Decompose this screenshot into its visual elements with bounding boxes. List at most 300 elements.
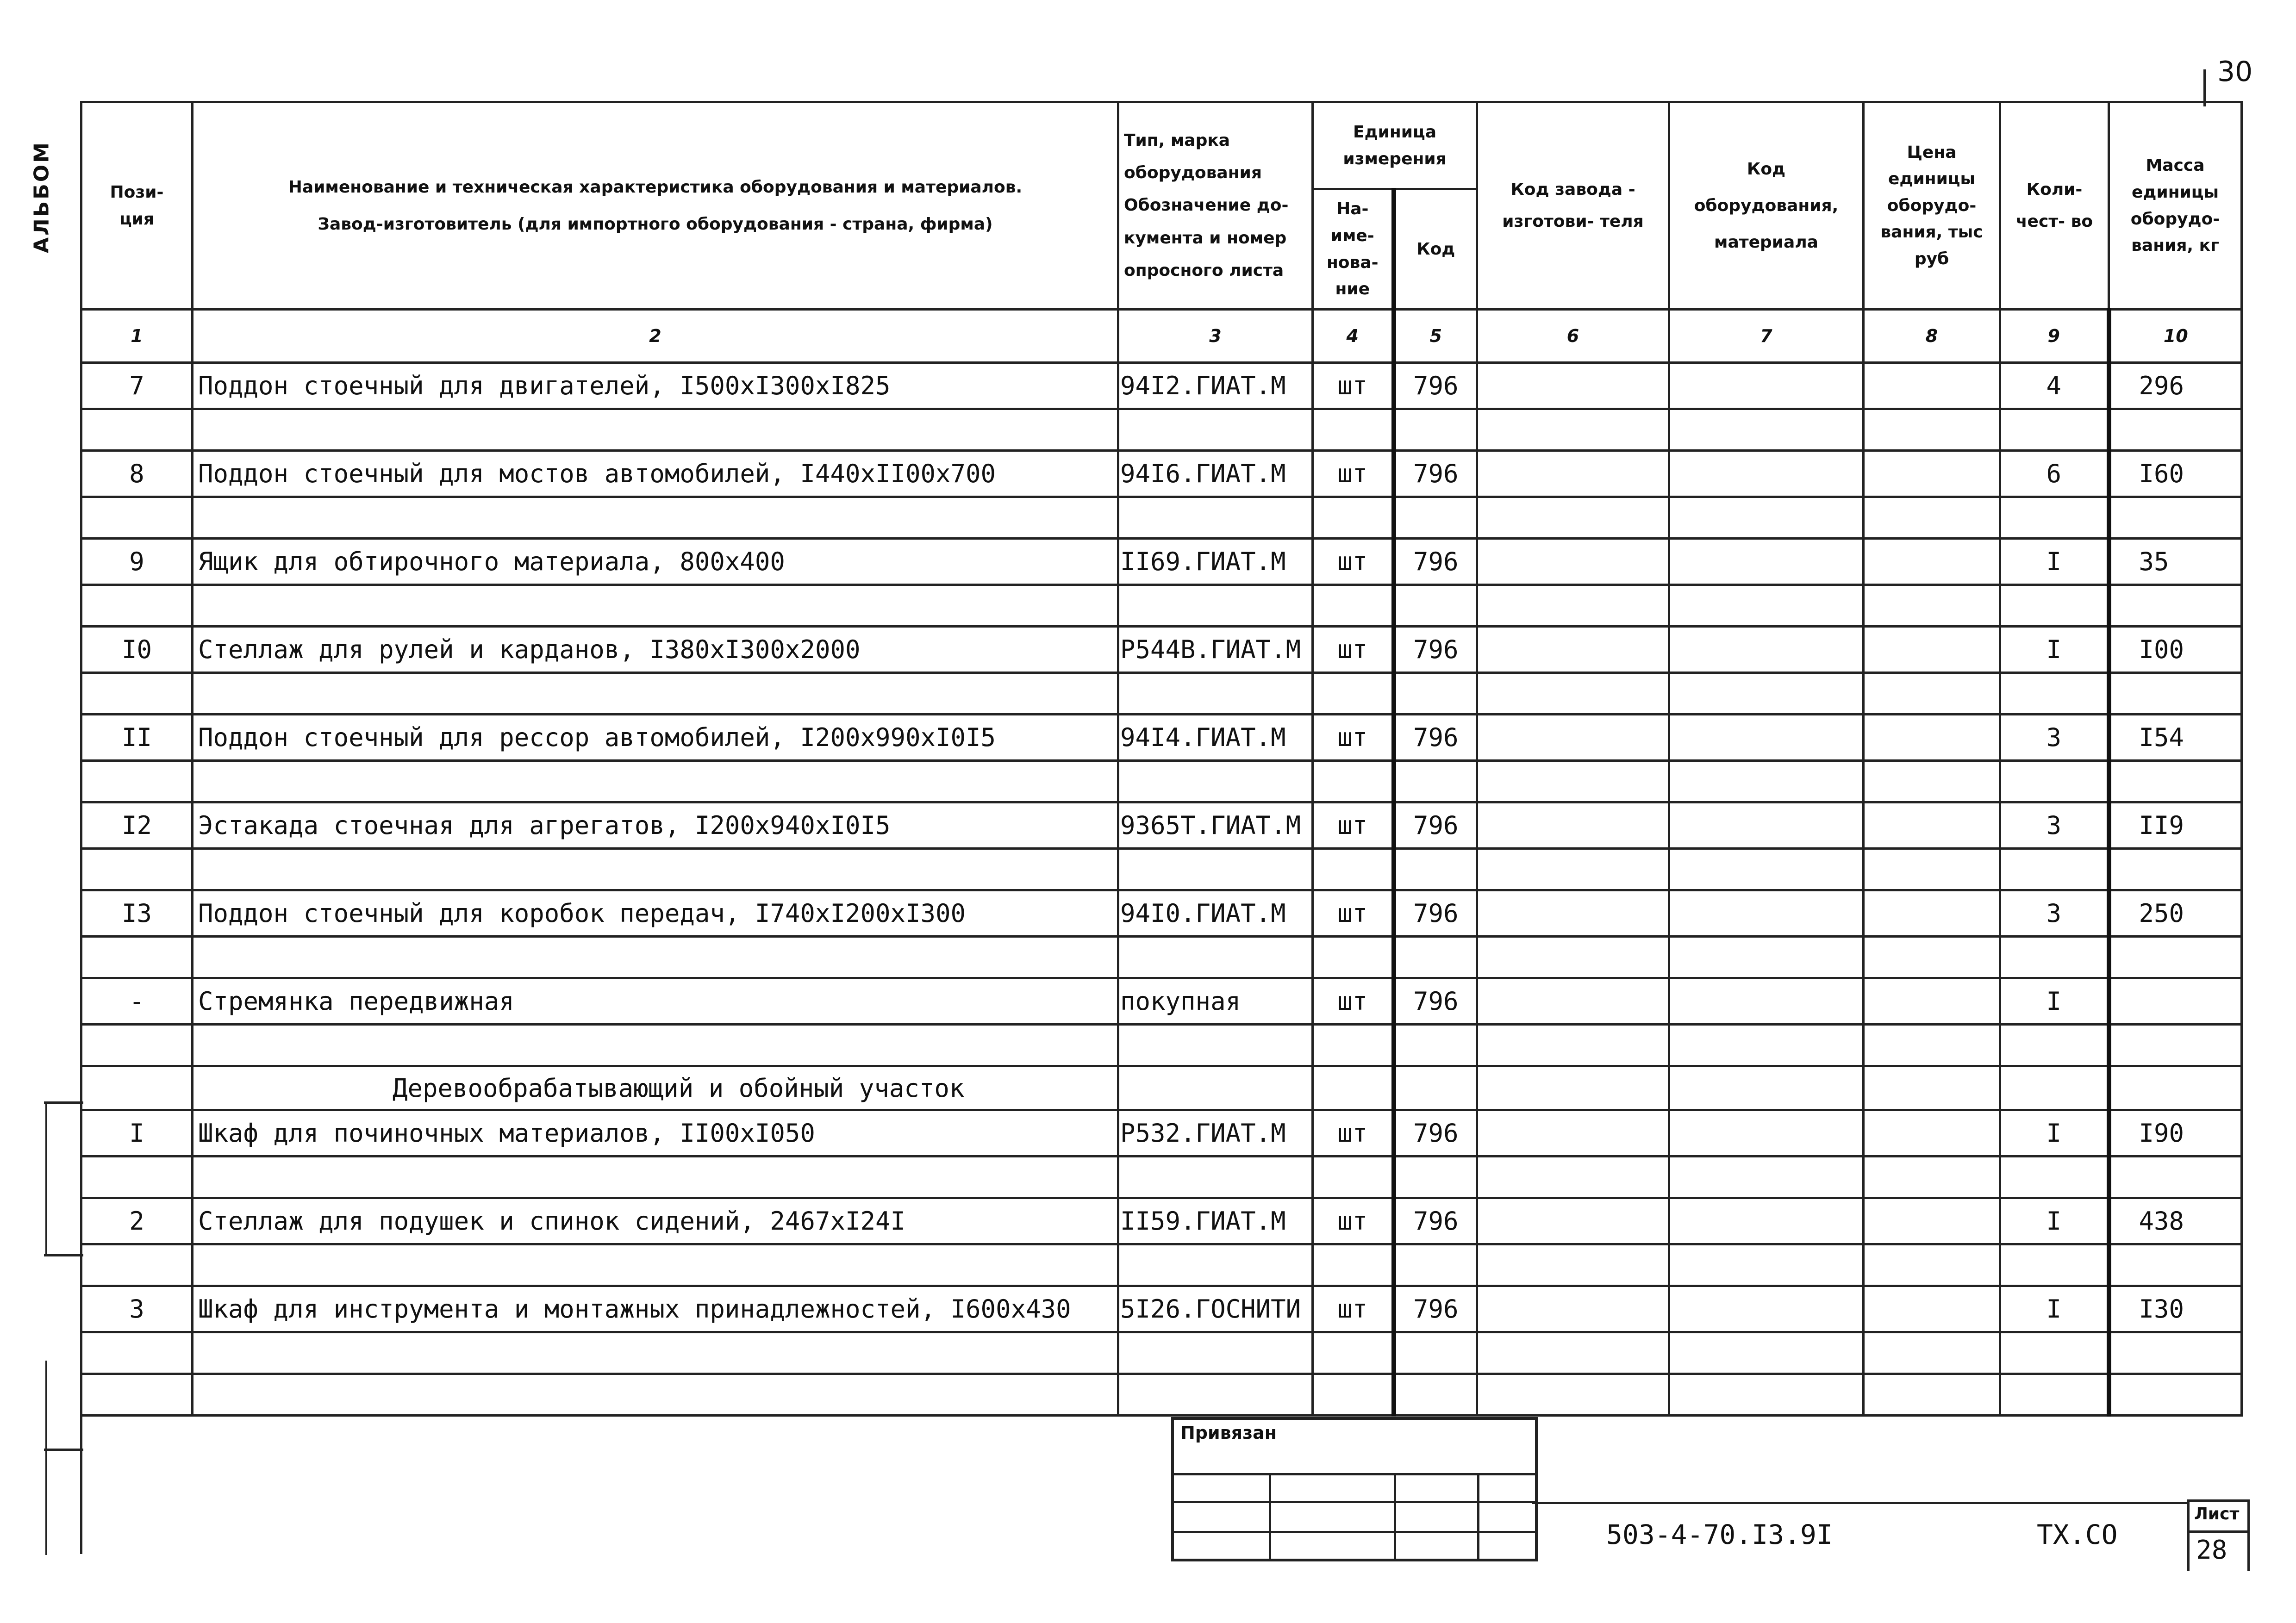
row-mass: I90 [2109,1110,2242,1157]
column-number: 5 [1394,310,1477,363]
row-unit: шт [1313,627,1394,673]
blank-cell [1118,937,1313,978]
blank-cell [193,497,1118,539]
blank-cell [81,1374,193,1416]
row-unit: шт [1313,890,1394,937]
section-row [81,1066,2242,1110]
row-plant-code [1477,978,1669,1025]
row-quantity: 3 [2000,802,2109,849]
blank-cell [2000,585,2109,627]
row-plant-code [1477,1110,1669,1157]
row-type: II59.ГИАТ.М [1118,1198,1313,1244]
margin-mark [44,1449,83,1451]
title-block-rule [1532,1502,2190,1504]
row-mass: 438 [2109,1198,2242,1244]
sheet-box [2187,1499,2250,1571]
header-equipment-code: Код оборудования, материала [1669,102,1864,310]
blank-cell [1477,761,1669,802]
blank-cell [1669,1244,1864,1286]
margin-rule [45,1101,47,1254]
blank-cell [1669,937,1864,978]
blank-cell [1477,1157,1669,1198]
blank-cell [1313,1157,1394,1198]
table-row [81,451,2242,497]
blank-cell [193,673,1118,715]
blank-row [81,1332,2242,1374]
row-equipment-code [1669,802,1864,849]
blank-cell [1864,1244,2000,1286]
blank-cell [1394,849,1477,890]
blank-cell [1864,849,2000,890]
row-price [1864,715,2000,761]
blank-cell [2109,673,2242,715]
sheet-label: Лист [2194,1505,2240,1524]
blank-cell [2000,1332,2109,1374]
blank-cell [1394,1244,1477,1286]
row-unit-code: 796 [1394,978,1477,1025]
row-quantity: I [2000,1198,2109,1244]
row-quantity: I [2000,1110,2109,1157]
row-quantity: 4 [2000,363,2109,409]
row-unit-code: 796 [1394,715,1477,761]
blank-cell [2000,409,2109,451]
blank-cell [193,585,1118,627]
blank-cell [1864,409,2000,451]
row-position: 7 [81,363,193,409]
row-plant-code [1477,802,1669,849]
blank-cell [1669,761,1864,802]
row-price [1864,1198,2000,1244]
stamp-box [1171,1417,1538,1561]
document-type: ТХ.СО [2037,1519,2118,1550]
row-quantity: 3 [2000,890,2109,937]
row-position: II [81,715,193,761]
blank-row [81,1244,2242,1286]
blank-cell [81,761,193,802]
row-name: Поддон стоечный для коробок передач, I740xI200xI300 [193,890,1118,937]
column-number: 4 [1313,310,1394,363]
header-plant-code: Код завода - изготови- теля [1477,102,1669,310]
blank-cell [1477,497,1669,539]
blank-cell [2109,409,2242,451]
row-equipment-code [1669,715,1864,761]
row-equipment-code [1669,1286,1864,1332]
blank-cell [1477,1066,1669,1110]
blank-cell [193,1374,1118,1416]
row-plant-code [1477,890,1669,937]
column-number: 1 [81,310,193,363]
blank-row [81,1157,2242,1198]
row-name: Ящик для обтирочного материала, 800x400 [193,539,1118,585]
margin-mark [44,1101,83,1104]
side-label: АЛЬБОМ [30,141,54,253]
frame-left-rule [80,1397,82,1554]
table-row [81,1286,2242,1332]
blank-cell [1477,1374,1669,1416]
row-position: 8 [81,451,193,497]
row-equipment-code [1669,363,1864,409]
blank-row [81,761,2242,802]
row-price [1864,890,2000,937]
section-title: Деревообрабатывающий и обойный участок [193,1066,1118,1110]
blank-cell [2000,1244,2109,1286]
blank-cell [2109,1244,2242,1286]
blank-cell [1118,1157,1313,1198]
blank-cell [81,585,193,627]
blank-row [81,937,2242,978]
blank-cell [1669,849,1864,890]
blank-cell [2000,761,2109,802]
blank-cell [1118,1025,1313,1066]
blank-cell [1669,1066,1864,1110]
row-plant-code [1477,1198,1669,1244]
row-type: 5I26.ГОСНИТИ [1118,1286,1313,1332]
blank-cell [1477,1025,1669,1066]
row-position: - [81,978,193,1025]
blank-cell [1477,585,1669,627]
row-position: 9 [81,539,193,585]
blank-cell [2109,761,2242,802]
blank-cell [1118,497,1313,539]
row-position: I2 [81,802,193,849]
blank-cell [193,409,1118,451]
blank-cell [1313,1332,1394,1374]
column-number: 10 [2109,310,2242,363]
row-unit: шт [1313,802,1394,849]
row-price [1864,1110,2000,1157]
row-type: 94I2.ГИАТ.М [1118,363,1313,409]
table-row [81,978,2242,1025]
blank-cell [1864,497,2000,539]
row-mass: I54 [2109,715,2242,761]
blank-cell [1864,1332,2000,1374]
blank-row [81,497,2242,539]
blank-cell [1394,585,1477,627]
blank-cell [1118,673,1313,715]
blank-cell [1313,761,1394,802]
row-unit-code: 796 [1394,1110,1477,1157]
blank-cell [2109,1374,2242,1416]
table-row [81,1110,2242,1157]
row-mass: II9 [2109,802,2242,849]
table-row [81,363,2242,409]
row-quantity: I [2000,978,2109,1025]
blank-cell [1313,1374,1394,1416]
row-equipment-code [1669,451,1864,497]
header-position: Пози- ция [81,102,193,310]
blank-cell [2109,497,2242,539]
row-price [1864,978,2000,1025]
blank-cell [1864,937,2000,978]
row-position: I0 [81,627,193,673]
blank-cell [2000,1025,2109,1066]
blank-cell [193,937,1118,978]
blank-cell [1394,409,1477,451]
row-unit: шт [1313,451,1394,497]
row-position: 2 [81,1198,193,1244]
blank-cell [1669,1025,1864,1066]
blank-cell [1313,937,1394,978]
header-type: Тип, марка оборудования Обозначение до- кумента и номер опросного листа [1118,102,1313,310]
row-name: Поддон стоечный для двигателей, I500xI300xI825 [193,363,1118,409]
blank-cell [81,1244,193,1286]
row-unit: шт [1313,1198,1394,1244]
blank-cell [1313,1066,1394,1110]
blank-cell [81,673,193,715]
row-unit-code: 796 [1394,1286,1477,1332]
row-type: 94I0.ГИАТ.М [1118,890,1313,937]
stamp-privyazan: Привязан [1180,1423,1277,1443]
blank-cell [1118,1244,1313,1286]
row-equipment-code [1669,1110,1864,1157]
row-type: Р532.ГИАТ.М [1118,1110,1313,1157]
blank-cell [1118,1332,1313,1374]
row-plant-code [1477,627,1669,673]
row-unit-code: 796 [1394,363,1477,409]
row-type: покупная [1118,978,1313,1025]
row-unit-code: 796 [1394,1198,1477,1244]
blank-cell [1313,409,1394,451]
blank-cell [81,409,193,451]
equipment-specification-table [80,101,2243,1417]
blank-cell [1669,1157,1864,1198]
sheet-number: 28 [2196,1535,2227,1565]
blank-cell [2000,937,2109,978]
row-name: Стремянка передвижная [193,978,1118,1025]
row-equipment-code [1669,890,1864,937]
blank-row [81,409,2242,451]
row-plant-code [1477,451,1669,497]
blank-cell [1394,1374,1477,1416]
row-type: 94I6.ГИАТ.М [1118,451,1313,497]
row-plant-code [1477,1286,1669,1332]
header-unit-code: Код [1394,189,1477,310]
row-mass [2109,978,2242,1025]
row-name: Стеллаж для подушек и спинок сидений, 2467xI24I [193,1198,1118,1244]
row-unit: шт [1313,715,1394,761]
margin-mark [44,1254,83,1256]
blank-cell [2109,937,2242,978]
blank-cell [1118,585,1313,627]
blank-cell [1864,1374,2000,1416]
blank-cell [2109,585,2242,627]
row-unit: шт [1313,978,1394,1025]
blank-cell [1477,673,1669,715]
column-number: 2 [193,310,1118,363]
row-quantity: 3 [2000,715,2109,761]
blank-cell [1864,1025,2000,1066]
blank-cell [1394,1157,1477,1198]
blank-cell [1864,1066,2000,1110]
blank-cell [2000,849,2109,890]
header-quantity: Коли- чест- во [2000,102,2109,310]
header-price: Цена единицы оборудо- вания, тыс руб [1864,102,2000,310]
row-plant-code [1477,363,1669,409]
column-number: 3 [1118,310,1313,363]
blank-cell [1118,761,1313,802]
header-name: Наименование и техническая характеристика оборудования и материалов. Завод-изготовитель (для импортного оборудования - страна, фирма) [193,102,1118,310]
row-mass: 35 [2109,539,2242,585]
blank-cell [81,1066,193,1110]
blank-cell [81,497,193,539]
margin-rule [45,1361,47,1555]
row-unit: шт [1313,1110,1394,1157]
blank-cell [1394,1332,1477,1374]
row-unit-code: 796 [1394,890,1477,937]
blank-cell [1864,585,2000,627]
blank-cell [1313,849,1394,890]
blank-cell [193,1244,1118,1286]
row-unit-code: 796 [1394,802,1477,849]
row-unit: шт [1313,363,1394,409]
blank-cell [1118,409,1313,451]
row-equipment-code [1669,539,1864,585]
blank-cell [81,937,193,978]
blank-cell [1669,673,1864,715]
row-plant-code [1477,539,1669,585]
row-name: Шкаф для инструмента и монтажных принадлежностей, I600x430 [193,1286,1118,1332]
blank-cell [2109,1025,2242,1066]
blank-cell [1669,585,1864,627]
blank-row [81,1374,2242,1416]
blank-cell [81,1157,193,1198]
row-equipment-code [1669,978,1864,1025]
blank-cell [1118,1374,1313,1416]
blank-cell [1864,1157,2000,1198]
row-position: I3 [81,890,193,937]
row-price [1864,1286,2000,1332]
blank-cell [1118,1066,1313,1110]
row-name: Стеллаж для рулей и карданов, I380xI300x2000 [193,627,1118,673]
page-number: 30 [2217,56,2253,88]
table-row [81,890,2242,937]
row-unit: шт [1313,539,1394,585]
blank-cell [1477,1244,1669,1286]
blank-cell [1477,409,1669,451]
row-mass: I30 [2109,1286,2242,1332]
blank-cell [2109,1066,2242,1110]
blank-cell [2000,1157,2109,1198]
blank-cell [2000,497,2109,539]
blank-cell [81,849,193,890]
row-unit-code: 796 [1394,627,1477,673]
row-name: Шкаф для починочных материалов, II00xI050 [193,1110,1118,1157]
blank-cell [1394,761,1477,802]
blank-cell [1313,1025,1394,1066]
row-type: 9365Т.ГИАТ.М [1118,802,1313,849]
blank-cell [2109,1332,2242,1374]
row-equipment-code [1669,627,1864,673]
blank-row [81,849,2242,890]
row-name: Поддон стоечный для рессор автомобилей, I200x990xI0I5 [193,715,1118,761]
blank-cell [1477,937,1669,978]
row-position: I [81,1110,193,1157]
row-equipment-code [1669,1198,1864,1244]
header-mass: Масса единицы оборудо- вания, кг [2109,102,2242,310]
blank-cell [193,1157,1118,1198]
blank-cell [193,849,1118,890]
row-type: 94I4.ГИАТ.М [1118,715,1313,761]
blank-cell [193,761,1118,802]
blank-cell [81,1025,193,1066]
blank-cell [1394,1066,1477,1110]
row-plant-code [1477,715,1669,761]
row-unit-code: 796 [1394,539,1477,585]
table-row [81,627,2242,673]
row-price [1864,363,2000,409]
blank-cell [193,1025,1118,1066]
row-quantity: I [2000,1286,2109,1332]
blank-cell [1118,849,1313,890]
blank-cell [1313,497,1394,539]
blank-cell [1394,497,1477,539]
table-row [81,539,2242,585]
blank-cell [1313,585,1394,627]
table-row [81,802,2242,849]
blank-cell [2109,849,2242,890]
blank-cell [193,1332,1118,1374]
row-mass: I60 [2109,451,2242,497]
blank-cell [1394,1025,1477,1066]
column-number: 9 [2000,310,2109,363]
column-number: 7 [1669,310,1864,363]
blank-cell [2000,673,2109,715]
blank-cell [1669,409,1864,451]
row-quantity: 6 [2000,451,2109,497]
blank-cell [1669,1374,1864,1416]
header-unit-name: На- име- нова- ние [1313,189,1394,310]
document-code: 503-4-70.I3.9I [1606,1519,1833,1550]
blank-cell [1477,1332,1669,1374]
header-unit-group: Единица измерения [1313,102,1477,189]
blank-cell [1394,937,1477,978]
blank-cell [1394,673,1477,715]
column-number: 6 [1477,310,1669,363]
blank-cell [1669,1332,1864,1374]
row-quantity: I [2000,539,2109,585]
blank-cell [2109,1157,2242,1198]
blank-cell [1669,497,1864,539]
row-type: Р544В.ГИАТ.М [1118,627,1313,673]
blank-cell [1477,849,1669,890]
row-name: Поддон стоечный для мостов автомобилей, I440xII00x700 [193,451,1118,497]
blank-cell [1313,673,1394,715]
row-price [1864,627,2000,673]
table-row [81,715,2242,761]
row-name: Эстакада стоечная для агрегатов, I200x940xI0I5 [193,802,1118,849]
blank-row [81,585,2242,627]
row-position: 3 [81,1286,193,1332]
row-type: II69.ГИАТ.М [1118,539,1313,585]
row-unit: шт [1313,1286,1394,1332]
row-mass: 250 [2109,890,2242,937]
row-quantity: I [2000,627,2109,673]
blank-cell [81,1332,193,1374]
row-mass: 296 [2109,363,2242,409]
blank-row [81,1025,2242,1066]
blank-cell [1864,673,2000,715]
row-price [1864,539,2000,585]
blank-cell [2000,1374,2109,1416]
row-price [1864,451,2000,497]
column-number: 8 [1864,310,2000,363]
table-row [81,1198,2242,1244]
blank-row [81,673,2242,715]
row-price [1864,802,2000,849]
blank-cell [1313,1244,1394,1286]
row-mass: I00 [2109,627,2242,673]
blank-cell [2000,1066,2109,1110]
